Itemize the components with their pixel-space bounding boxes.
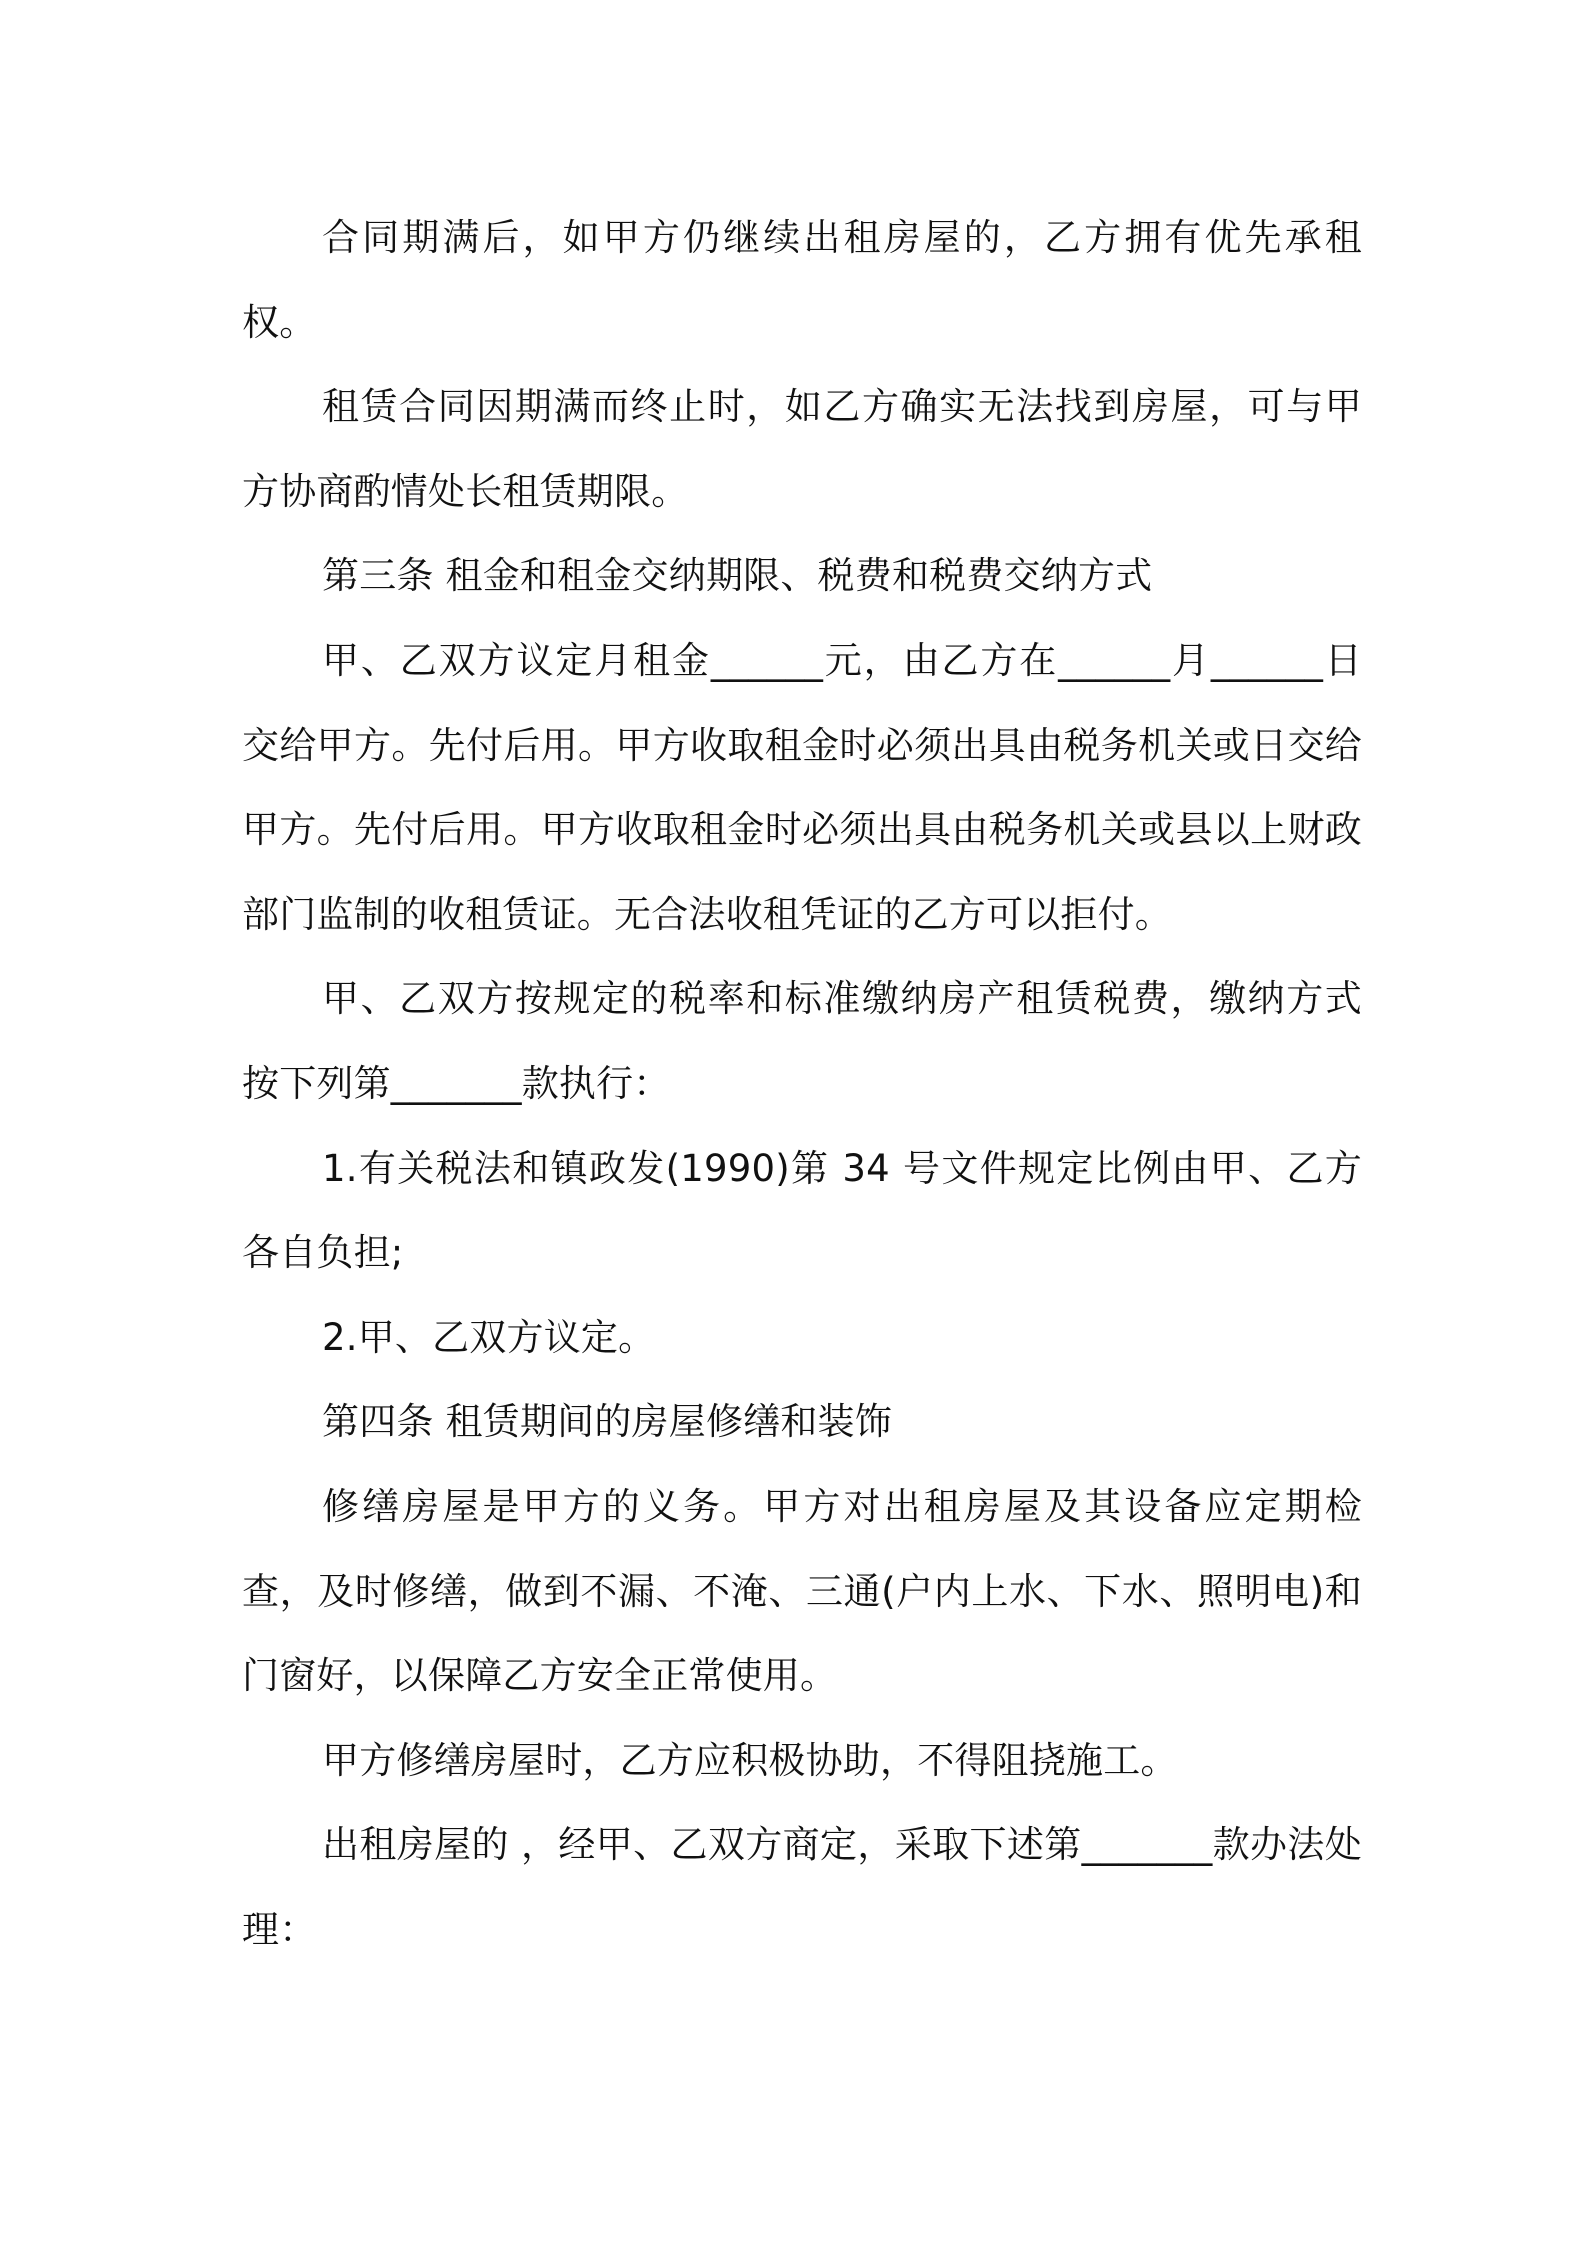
paragraph-repair-duty: 修缮房屋是甲方的义务。甲方对出租房屋及其设备应定期检查，及时修缮，做到不漏、不淹、三通(户内上水、下水、照明电)和门窗好，以保障乙方安全正常使用。 [242, 1484, 1362, 1698]
paragraph-rent-payment: 甲、乙双方议定月租金______元，由乙方在______月______日交给甲方。先付后用。甲方收取租金时必须出具由税务机关或日交给甲方。先付后用。甲方收取租金时必须出具由税务机关或县以上财政部门监制的收租赁证。无合法收租凭证的乙方可以拒付。 [242, 638, 1362, 936]
paragraph-renewal-priority: 合同期满后，如甲方仍继续出租房屋的，乙方拥有优先承租权。 [242, 216, 1362, 344]
article-4-heading: 第四条 租赁期间的房屋修缮和装饰 [322, 1400, 892, 1444]
document-body [242, 196, 1362, 1972]
article-3-heading: 第三条 租金和租金交纳期限、税费和税费交纳方式 [322, 554, 1153, 598]
list-item-tax-option-2: 2.甲、乙双方议定。 [322, 1315, 656, 1359]
paragraph-tax-payment: 甲、乙双方按规定的税率和标准缴纳房产租赁税费，缴纳方式按下列第_______款执行： [242, 977, 1362, 1105]
paragraph-repair-method: 出租房屋的 ，经甲、乙双方商定，采取下述第_______款办法处理： [242, 1823, 1362, 1951]
paragraph-extension: 租赁合同因期满而终止时，如乙方确实无法找到房屋，可与甲方协商酌情处长租赁期限。 [242, 385, 1362, 513]
list-item-tax-option-1: 1.有关税法和镇政发(1990)第 34 号文件规定比例由甲、乙方各自负担; [242, 1146, 1362, 1275]
paragraph-repair-cooperation: 甲方修缮房屋时，乙方应积极协助，不得阻挠施工。 [322, 1738, 1178, 1782]
